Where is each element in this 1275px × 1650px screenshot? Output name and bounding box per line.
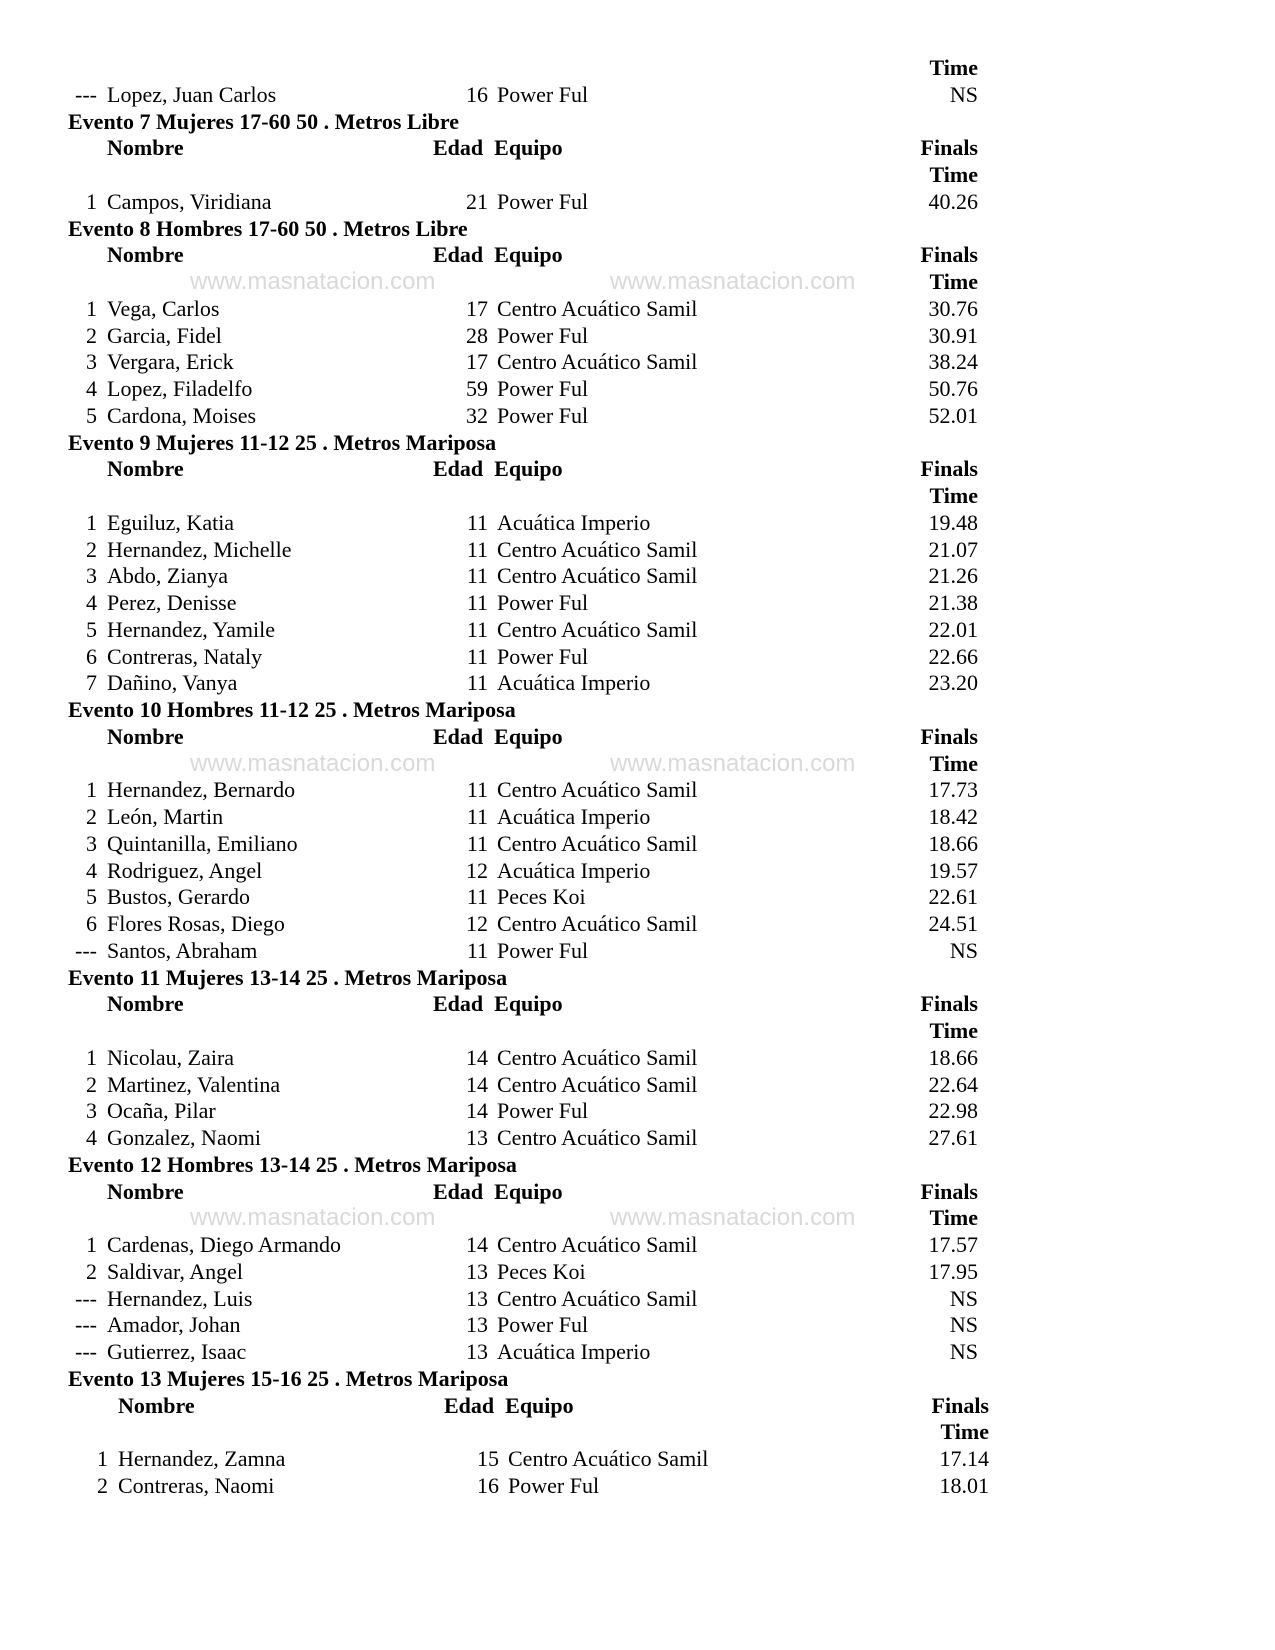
team: Centro Acuático Samil [497,911,698,936]
result-row [0,323,1275,350]
finals-time: NS [949,1285,978,1311]
age: 11 [466,536,488,562]
place: 1 [86,1232,97,1257]
place: 1 [86,509,97,535]
time-header-line [11,1419,1275,1446]
place: 2 [86,322,97,348]
result-row [0,804,1275,831]
place: 5 [86,616,97,642]
time-header: Time [929,1205,978,1231]
finals-time: 18.42 [928,804,978,829]
watermark: www.masnatacion.com [190,749,436,777]
team: Centro Acuático Samil [497,777,698,803]
event-title-line [0,430,1275,457]
place: 1 [86,295,97,321]
place: --- [75,81,97,107]
swimmer-name: León, Martin [107,804,224,829]
place: --- [75,937,97,963]
result-row [0,349,1275,376]
finals-header: Finals [920,456,978,482]
swimmer-name: Garcia, Fidel [107,322,222,348]
team: Power Ful [497,81,589,107]
swimmer-name: Quintanilla, Emiliano [107,830,298,856]
age: 11 [466,509,488,535]
age: 11 [466,616,488,642]
finals-time: 22.01 [928,616,978,642]
place: 3 [86,563,97,589]
place: 1 [86,777,97,803]
team: Power Ful [497,188,589,214]
place: 4 [86,590,97,615]
result-row [0,1045,1275,1072]
result-row [0,1339,1275,1366]
age: 13 [466,1339,488,1364]
result-row [11,1446,1275,1473]
finals-time: NS [949,937,978,963]
team: Centro Acuático Samil [497,830,698,856]
finals-header: Finals [920,242,978,268]
edad-equipo-header: Edad Equipo [433,135,563,161]
age: 11 [466,937,488,963]
team: Power Ful [497,376,589,401]
age: 12 [466,857,488,883]
finals-time: 24.51 [928,911,978,936]
age: 12 [466,911,488,936]
column-header-line [0,242,1275,269]
team: Acuática Imperio [497,857,651,883]
event-title: Evento 8 Hombres 17-60 50 . Metros Libre [68,215,468,241]
column-header-line [0,991,1275,1018]
nombre-header: Nombre [118,1392,195,1418]
finals-time: NS [949,81,978,107]
age: 21 [466,188,488,214]
swimmer-name: Vergara, Erick [107,349,234,375]
team: Power Ful [497,590,589,615]
place: 3 [86,349,97,375]
swimmer-name: Nicolau, Zaira [107,1044,235,1070]
time-header-line [0,162,1275,189]
swimmer-name: Contreras, Nataly [107,643,263,669]
age: 28 [466,322,488,348]
finals-header: Finals [920,723,978,749]
result-row [0,1312,1275,1339]
event-title: Evento 13 Mujeres 15-16 25 . Metros Mariposa [68,1365,509,1391]
team: Centro Acuático Samil [497,563,698,589]
nombre-header: Nombre [107,723,184,749]
team: Power Ful [497,402,589,428]
team: Power Ful [497,937,589,963]
time-header-line [0,483,1275,510]
swimmer-name: Contreras, Naomi [118,1472,275,1498]
event-title: Evento 11 Mujeres 13-14 25 . Metros Mariposa [68,964,508,990]
team: Centro Acuático Samil [497,1125,698,1150]
result-row [0,296,1275,323]
place: 1 [97,1446,108,1471]
finals-time: 18.66 [928,830,978,856]
place: 2 [97,1472,108,1498]
result-row [0,670,1275,697]
place: 5 [86,402,97,428]
finals-time: NS [949,1339,978,1364]
finals-time: 27.61 [928,1125,978,1150]
age: 13 [466,1258,488,1284]
age: 11 [466,590,488,615]
finals-time: 17.57 [928,1232,978,1257]
time-header: Time [929,1018,978,1043]
finals-time: 19.57 [928,857,978,883]
result-row [0,82,1275,109]
result-row [0,884,1275,911]
team: Power Ful [497,322,589,348]
edad-equipo-header: Edad Equipo [433,242,563,268]
swimmer-name: Flores Rosas, Diego [107,911,285,936]
finals-time: NS [949,1312,978,1338]
result-row [0,831,1275,858]
event-title-line [0,109,1275,136]
age: 14 [466,1098,488,1124]
team: Centro Acuático Samil [497,1044,698,1070]
team: Centro Acuático Samil [497,349,698,375]
finals-header: Finals [920,1178,978,1204]
event-title-line [0,216,1275,243]
age: 11 [466,830,488,856]
place: 1 [86,188,97,214]
edad-equipo-header: Edad Equipo [433,723,563,749]
result-row [0,403,1275,430]
result-row [0,1098,1275,1125]
result-row [0,1072,1275,1099]
age: 17 [466,295,488,321]
nombre-header: Nombre [107,991,184,1017]
result-row [0,938,1275,965]
team: Power Ful [497,1312,589,1338]
result-row [0,911,1275,938]
finals-time: 30.76 [928,295,978,321]
result-row [11,1473,1275,1500]
place: 3 [86,830,97,856]
age: 11 [466,670,488,696]
result-row [0,376,1275,403]
finals-header: Finals [931,1392,989,1418]
swimmer-name: Santos, Abraham [107,937,258,963]
result-row [0,537,1275,564]
team: Peces Koi [497,1258,586,1284]
event-title: Evento 7 Mujeres 17-60 50 . Metros Libre [68,108,460,134]
finals-time: 21.07 [928,536,978,562]
event-title-line [0,1366,1275,1393]
swimmer-name: Campos, Viridiana [107,188,272,214]
age: 32 [466,402,488,428]
swimmer-name: Cardenas, Diego Armando [107,1232,341,1257]
result-row [0,1259,1275,1286]
team: Centro Acuático Samil [497,1071,698,1097]
event-title: Evento 12 Hombres 13-14 25 . Metros Mariposa [68,1151,517,1177]
finals-time: 38.24 [928,349,978,375]
time-header-line [0,55,1275,82]
finals-time: 52.01 [928,402,978,428]
place: 3 [86,1098,97,1124]
finals-time: 23.20 [928,670,978,696]
time-header: Time [929,750,978,776]
finals-time: 17.95 [928,1258,978,1284]
swimmer-name: Gutierrez, Isaac [107,1339,247,1364]
team: Power Ful [497,1098,589,1124]
age: 14 [466,1232,488,1257]
watermark: www.masnatacion.com [610,1204,856,1232]
team: Centro Acuático Samil [497,1232,698,1257]
event-title: Evento 10 Hombres 11-12 25 . Metros Mariposa [68,697,516,722]
age: 16 [466,81,488,107]
time-header-line [0,1018,1275,1045]
team: Acuática Imperio [497,1339,651,1364]
watermark: www.masnatacion.com [610,749,856,777]
finals-time: 30.91 [928,322,978,348]
edad-equipo-header: Edad Equipo [433,991,563,1017]
place: --- [75,1339,97,1364]
team: Centro Acuático Samil [508,1446,709,1471]
age: 14 [466,1044,488,1070]
swimmer-name: Lopez, Filadelfo [107,376,253,401]
swimmer-name: Hernandez, Zamna [118,1446,286,1471]
place: 6 [86,643,97,669]
team: Centro Acuático Samil [497,1285,698,1311]
age: 11 [466,804,488,829]
team: Acuática Imperio [497,509,651,535]
column-header-line [0,135,1275,162]
swimmer-name: Bustos, Gerardo [107,884,250,910]
age: 13 [466,1125,488,1150]
age: 17 [466,349,488,375]
place: 1 [86,1044,97,1070]
result-row [0,1125,1275,1152]
age: 11 [466,563,488,589]
team: Peces Koi [497,884,586,910]
watermark: www.masnatacion.com [610,268,856,295]
column-header-line [0,724,1275,751]
result-row [0,563,1275,590]
place: 2 [86,536,97,562]
swimmer-name: Perez, Denisse [107,590,237,615]
finals-time: 40.26 [928,188,978,214]
time-header: Time [929,162,978,187]
swimmer-name: Rodriguez, Angel [107,857,263,883]
finals-time: 22.98 [928,1098,978,1124]
team: Centro Acuático Samil [497,536,698,562]
nombre-header: Nombre [107,242,184,268]
edad-equipo-header: Edad Equipo [433,456,563,482]
team: Power Ful [497,643,589,669]
watermark: www.masnatacion.com [190,268,436,295]
place: 2 [86,804,97,829]
swimmer-name: Ocaña, Pilar [107,1098,216,1124]
event-title: Evento 9 Mujeres 11-12 25 . Metros Mariposa [68,429,497,455]
time-header-line [0,751,1275,778]
place: 4 [86,376,97,401]
result-row [0,617,1275,644]
column-header-line [11,1393,1275,1420]
finals-time: 22.64 [928,1071,978,1097]
age: 14 [466,1071,488,1097]
age: 11 [466,777,488,803]
age: 13 [466,1312,488,1338]
place: 5 [86,884,97,910]
finals-time: 22.66 [928,643,978,669]
place: --- [75,1312,97,1338]
team: Acuática Imperio [497,804,651,829]
time-header-line [0,1205,1275,1232]
nombre-header: Nombre [107,1178,184,1204]
swimmer-name: Saldivar, Angel [107,1258,243,1284]
age: 11 [466,643,488,669]
column-header-line [0,456,1275,483]
finals-time: 17.14 [939,1446,989,1471]
result-row [0,1232,1275,1259]
place: 7 [86,670,97,696]
place: 2 [86,1258,97,1284]
team: Power Ful [508,1472,600,1498]
age: 11 [466,884,488,910]
result-row [0,590,1275,617]
place: 4 [86,857,97,883]
team: Centro Acuático Samil [497,616,698,642]
result-row [0,1286,1275,1313]
edad-equipo-header: Edad Equipo [433,1178,563,1204]
swimmer-name: Eguiluz, Katia [107,509,235,535]
age: 16 [477,1472,499,1498]
column-header-line [0,1179,1275,1206]
result-row [0,189,1275,216]
nombre-header: Nombre [107,135,184,161]
event-title-line [0,1152,1275,1179]
nombre-header: Nombre [107,456,184,482]
time-header: Time [929,55,978,80]
swimmer-name: Abdo, Zianya [107,563,228,589]
swimmer-name: Hernandez, Luis [107,1285,253,1311]
edad-equipo-header: Edad Equipo [444,1392,574,1418]
finals-time: 17.73 [928,777,978,803]
result-row [0,858,1275,885]
place: 4 [86,1125,97,1150]
result-row [0,510,1275,537]
finals-time: 50.76 [928,376,978,401]
swimmer-name: Gonzalez, Naomi [107,1125,261,1150]
finals-header: Finals [920,135,978,161]
time-header: Time [940,1419,989,1445]
watermark: www.masnatacion.com [190,1204,436,1232]
place: 6 [86,911,97,936]
result-row [0,644,1275,671]
finals-time: 18.66 [928,1044,978,1070]
result-row [0,777,1275,804]
swimmer-name: Hernandez, Yamile [107,616,276,642]
swimmer-name: Lopez, Juan Carlos [107,81,277,107]
swimmer-name: Vega, Carlos [107,295,220,321]
finals-time: 21.38 [928,590,978,615]
age: 13 [466,1285,488,1311]
swimmer-name: Hernandez, Michelle [107,536,292,562]
swimmer-name: Cardona, Moises [107,402,257,428]
swimmer-name: Amador, Johan [107,1312,241,1338]
time-header: Time [929,269,978,294]
age: 15 [477,1446,499,1471]
swimmer-name: Dañino, Vanya [107,670,238,696]
time-header-line [0,269,1275,296]
finals-time: 18.01 [939,1472,989,1498]
time-header: Time [929,483,978,508]
event-title-line [0,965,1275,992]
place: 2 [86,1071,97,1097]
event-title-line [0,697,1275,724]
team: Centro Acuático Samil [497,295,698,321]
finals-time: 19.48 [928,509,978,535]
finals-header: Finals [920,991,978,1017]
finals-time: 21.26 [928,563,978,589]
results-document [0,55,1275,1500]
team: Acuática Imperio [497,670,651,696]
swimmer-name: Martinez, Valentina [107,1071,281,1097]
place: --- [75,1285,97,1311]
age: 59 [466,376,488,401]
swimmer-name: Hernandez, Bernardo [107,777,296,803]
finals-time: 22.61 [928,884,978,910]
